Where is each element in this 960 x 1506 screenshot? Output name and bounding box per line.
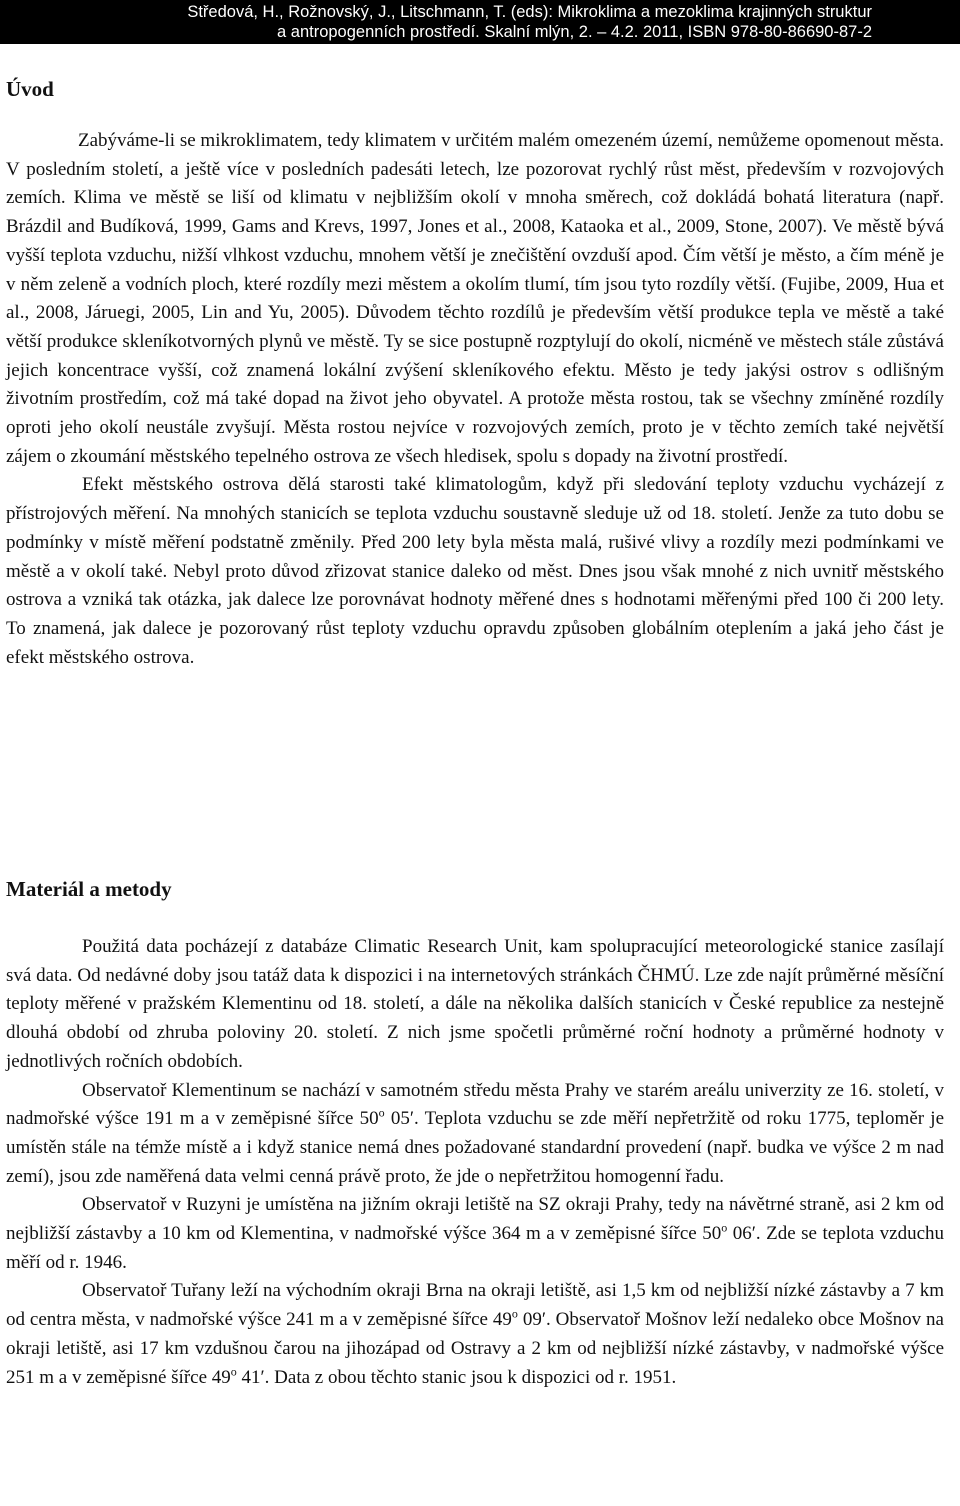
turany-text-a: Observatoř Tuřany leží na východním okraji Brna na okraji letiště, asi 1,5 km od nejbližší nízké zástavby a 7 km od centra města, v nadmořské výšce 241 m a v zeměpisné šířce 49	[6, 1280, 944, 1331]
ruzyne-text-a: Observatoř v Ruzyni je umístěna na jižním okraji letiště na SZ okraji Prahy, tedy na návětrné straně, asi 2 km od nejbližší zástavby a 10 km od Klementina, v nadmořské výšce 364 m a v zeměpisné šířce 50	[6, 1194, 944, 1245]
methods-paragraph-klementinum	[6, 1077, 944, 1192]
degree-superscript: o	[378, 1105, 385, 1120]
turany-text-b: 09′. Observatoř Mošnov leží nedaleko obce Mošnov na okraji letiště, asi 17 km vzdušnou čarou na jihozápad od Ostravy a 2 km od nejbližší nízké zástavby, v nadmořské výšce 251 m a v zeměpisné šířce 49	[6, 1309, 944, 1388]
klementinum-text-b: 05′. Teplota vzduchu se zde měří nepřetržitě od roku 1775, teploměr je umístěn stále na témže místě a i když stanice nemá dnes požadované standardní provedení (např. budka ve výšce 2 m nad zemí), jsou zde naměřená data velmi cenná právě proto, že jde o nepřetržitou homogenní řadu.	[6, 1108, 945, 1187]
section-intro-body	[6, 127, 944, 672]
ruzyne-text-b: 06′. Zde se teplota vzduchu měří od r. 1946.	[6, 1223, 944, 1273]
section-methods-body	[6, 933, 944, 1392]
methods-paragraph-ruzyne	[6, 1191, 944, 1277]
running-header	[0, 0, 960, 44]
section-heading-intro: Úvod	[6, 77, 54, 101]
degree-superscript: o	[511, 1306, 518, 1321]
intro-paragraph-2: Efekt městského ostrova dělá starosti také klimatologům, když při sledování teploty vzduchu vycházejí z přístrojových měření. Na mnohých stanicích se teplota vzduchu soustavně sleduje už od 18. století. Jenže za tuto dobu se podmínky v místě měření podstatně změnily. Před 200 lety byla města malá, rušivé vlivy a rozdíly mezi podmínkami ve městě a v okolí také. Nebyl proto důvod zřizovat stanice daleko od měst. Dnes jsou však mnohé z nich uvnitř městského ostrova a vzniká tak otázka, jak dalece lze porovnávat hodnoty měřené dnes s hodnotami měřenými před 100 či 200 lety. To znamená, jak dalece je pozorovaný růst teploty vzduchu opravdu způsoben globálním oteplením a jaká jeho část je efekt městského ostrova.	[6, 474, 944, 668]
mosnov-text-c: 41′. Data z obou těchto stanic jsou k dispozici od r. 1951.	[236, 1366, 677, 1388]
intro-paragraph-1: Zabýváme-li se mikroklimatem, tedy klimatem v určitém malém omezeném území, nemůžeme opomenout města. V posledním století, a ještě více v posledních padesáti letech, lze pozorovat rychlý růst měst, především v rozvojových zemích. Klima ve městě se liší od klimatu v nejbližším okolí v mnoha směrech, což dokládá bohatá literatura (např. Brázdil and Budíková, 1999, Gams and Krevs, 1997, Jones et al., 2008, Kataoka et al., 2009, Stone, 2007). Ve městě bývá vyšší teplota vzduchu, nižší vlhkost vzduchu, mnohem větší je znečištění ovzduší apod. Čím větší je město, a čím méně je v něm zeleně a vodních ploch, které rozdíly mezi městem a okolím tlumí, tím jsou tyto rozdíly větší. (Fujibe, 2009, Hua et al., 2008, Járuegi, 2005, Lin and Yu, 2005). Důvodem těchto rozdílů je především větší produkce tepla ve městě a také větší produkce skleníkotvorných plynů ve městě. Ty se sice postupně rozptylují do okolí, nicméně ve městech stále zůstává jejich koncentrace vyšší, což znamená lokální zvýšení skleníkového efektu. Město je tedy jakýsi ostrov s odlišným životním prostředím, což má také dopad na život jeho obyvatel. A protože města rostou, tak se všechny zmíněné rozdíly oproti jeho okolí neustále zvyšují. Města rostou nejvíce v rozvojových zemích, proto je v těchto zemích také největší zájem o zkoumání městského tepelného ostrova ze všech hledisek, spolu s dopady na životní prostředí.	[6, 130, 944, 467]
degree-superscript: o	[230, 1364, 237, 1379]
klementinum-text-a: Observatoř Klementinum se nachází v samotném středu města Prahy ve starém areálu univerzity ze 16. století, v nadmořské výšce 191 m a v zeměpisné šířce 50	[6, 1079, 944, 1130]
section-heading-methods: Materiál a metody	[6, 877, 172, 901]
header-citation-line-2: a antropogenních prostředí. Skalní mlýn, 2. – 4.2. 2011, ISBN 978-80-86690-87-2	[277, 23, 872, 41]
methods-paragraph-turany-mosnov	[6, 1277, 944, 1392]
header-citation-line-1: Středová, H., Rožnovský, J., Litschmann, T. (eds): Mikroklima a mezoklima krajinných struktur	[187, 3, 872, 21]
degree-superscript: o	[721, 1220, 728, 1235]
methods-paragraph-data-source: Použitá data pocházejí z databáze Climatic Research Unit, kam spolupracující meteorologické stanice zasílají svá data. Od nedávné doby jsou tatáž data k dispozici i na internetových stránkách ČHMÚ. Lze zde najít průměrné měsíční teploty měřené v pražském Klementinu od 18. století, a dále na několika dalších stanicích v České republice za nestejně dlouhá období od zhruba poloviny 20. století. Z nich jsme spočetli průměrné roční hodnoty a průměrné hodnoty v jednotlivých ročních obdobích.	[6, 936, 944, 1072]
